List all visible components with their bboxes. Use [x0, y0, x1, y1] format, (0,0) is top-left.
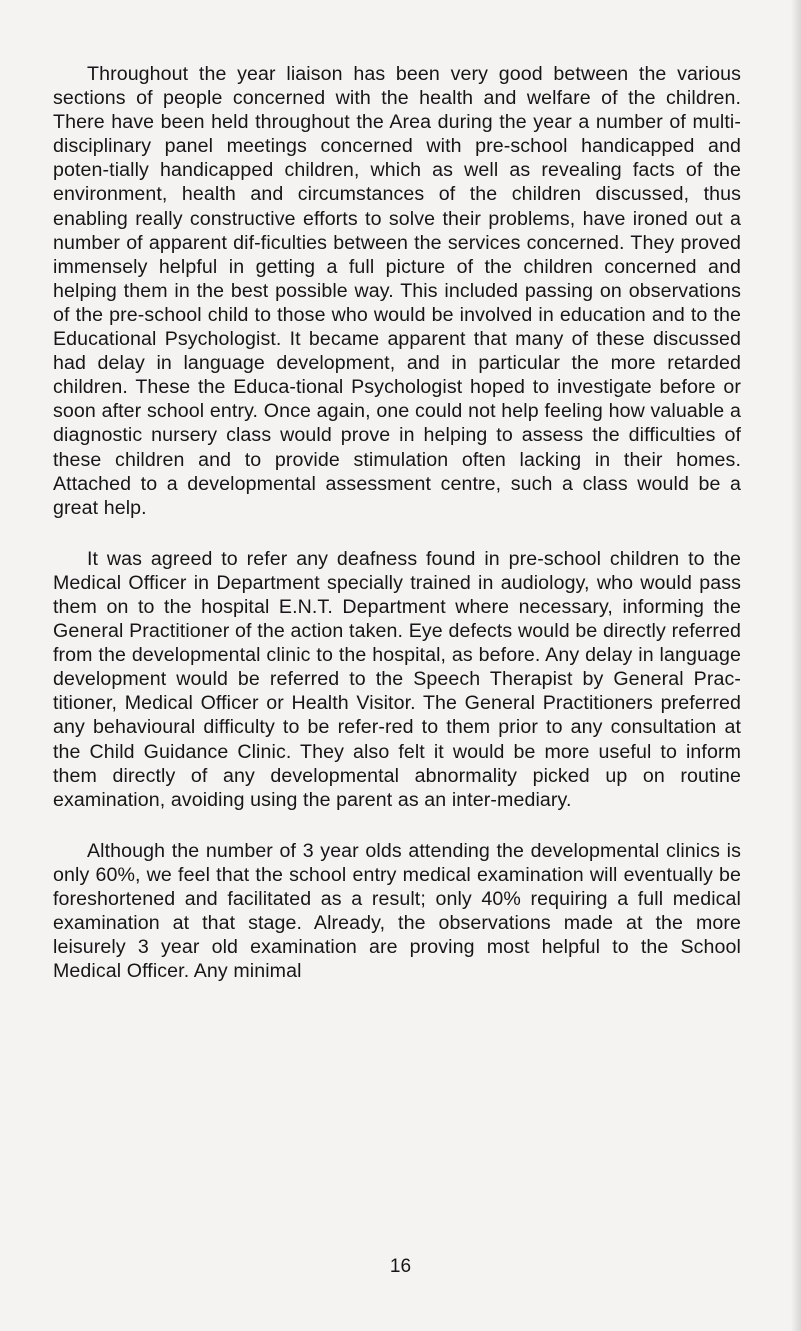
paragraph-three-year-olds: Although the number of 3 year olds attending the developmental clinics is only 60%, we feel that the school entry medical examination will eventually be foreshortened and facilitated as a result; only 40% requiring a full medical examination at that stage. Already, the observations made at the more leisurely 3 year old examination are proving most helpful to the School Medical Officer. Any minimal: [53, 839, 741, 983]
body-text: [53, 62, 741, 1010]
page-number: 16: [389, 1256, 412, 1277]
scan-edge-shadow: [791, 0, 801, 1331]
paragraph-deafness-referral: It was agreed to refer any deafness found in pre-school children to the Medical Officer in Department specially trained in audiology, who would pass them on to the hospital E.N.T. Department where necessary, informing the General Practitioner of the action taken. Eye defects would be directly referred from the developmental clinic to the hospital, as before. Any delay in language development would be referred to the Speech Therapist by General Prac-titioner, Medical Officer or Health Visitor. The General Practitioners preferred any behavioural difficulty to be refer-red to them prior to any consultation at the Child Guidance Clinic. They also felt it would be more useful to inform them directly of any developmental abnormality picked up on routine examination, avoiding using the parent as an inter-mediary.: [53, 547, 741, 811]
paragraph-liaison: Throughout the year liaison has been very good between the various sections of people concerned with the health and welfare of the children. There have been held throughout the Area during the year a number of multi-disciplinary panel meetings concerned with pre-school handicapped and poten-tially handicapped children, which as well as revealing facts of the environment, health and circumstances of the children discussed, thus enabling really constructive efforts to solve their problems, have ironed out a number of apparent dif-ficulties between the services concerned. They proved immensely helpful in getting a full picture of the children concerned and helping them in the best possible way. This included passing on observations of the pre-school child to those who would be involved in education and to the Educational Psychologist. It became apparent that many of these discussed had delay in language development, and in particular the more retarded children. These the Educa-tional Psychologist hoped to investigate before or soon after school entry. Once again, one could not help feeling how valuable a diagnostic nursery class would prove in helping to assess the difficulties of these children and to provide stimulation often lacking in their homes. Attached to a developmental assessment centre, such a class would be a great help.: [53, 63, 741, 519]
